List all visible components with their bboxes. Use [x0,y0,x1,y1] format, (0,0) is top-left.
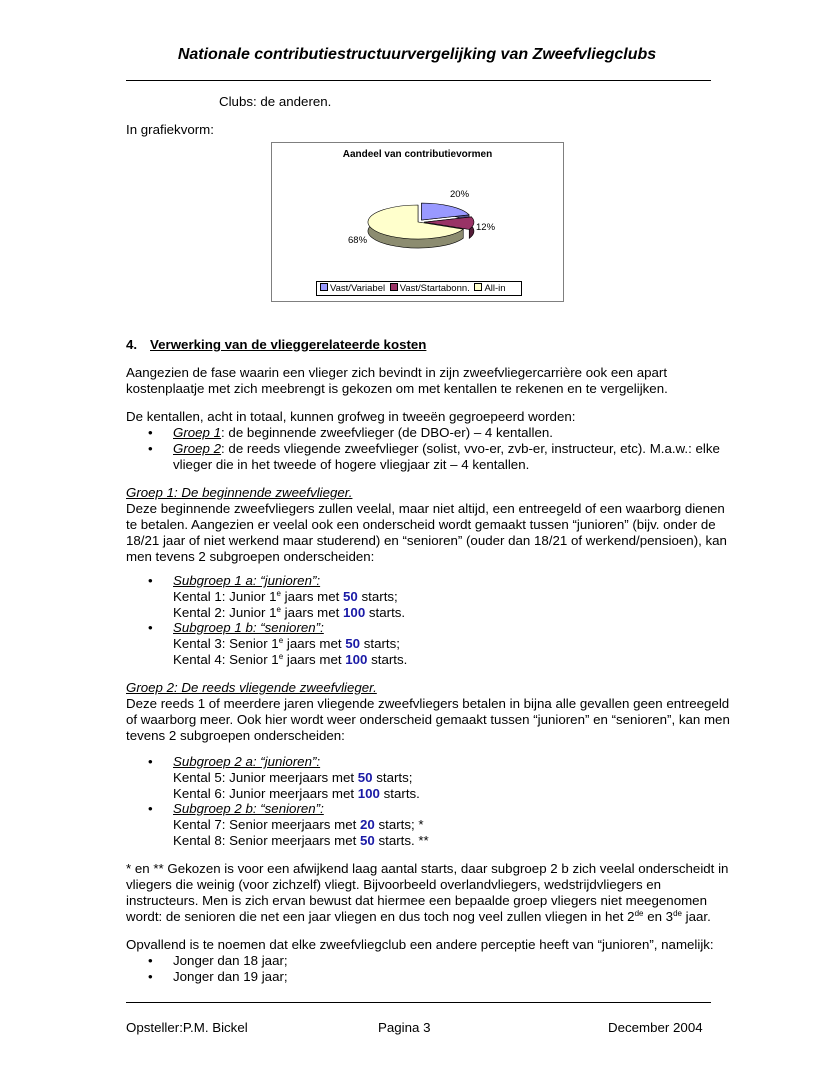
kental-6 [173,786,420,802]
closing-line1: Opvallend is te noemen dat elke zweefvliegclub een andere perceptie heeft van “junioren”, namelijk: [126,937,714,952]
note-line2: vliegers die weinig (voor zichzelf) vliegt. Bijvoorbeeld overlandvliegers, wedstrijdvliegers en [126,877,662,892]
pie-slice-label-0: 20% [450,189,470,200]
closing-bullet2: Jonger dan 19 jaar; [173,969,288,984]
p2-line: De kentallen, acht in totaal, kunnen grofweg in tweeën gegroepeerd worden: [126,409,576,424]
groep2-bullet-line2: vlieger die in het tweede of hogere vliegjaar zit – 4 kentallen. [173,457,530,472]
kental-5-post: starts; [372,770,413,785]
groep1-line1: Deze beginnende zweefvliegers zullen veelal, maar niet altijd, een entreegeld of een waarborg dienen [126,501,725,516]
groep1-line4: men tevens 2 subgroepen onderscheiden: [126,549,375,564]
note-line4-pre: wordt: de senioren die net een jaar vliegen en dus toch nog veel zullen vliegen in het 2 [126,909,635,924]
kental-2-mid: jaars met [280,605,344,620]
legend-swatch-0 [320,283,328,291]
kental-3-mid: jaars met [283,636,346,651]
chart-title: Aandeel van contributievormen [342,149,493,160]
legend-label-2: All-in [484,283,506,294]
kental-8-starts: 50 [359,833,375,848]
bullet-icon: • [148,754,153,769]
bullet-icon: • [148,953,153,968]
chart-legend [316,281,522,296]
kental-8 [173,833,429,849]
pie-chart [272,143,563,301]
note-line4-sup2: de [673,909,682,918]
kental-5-starts: 50 [357,770,373,785]
groep2-line1: Deze reeds 1 of meerdere jaren vliegende zweefvliegers betalen in bijna alle gevallen geen entreegeld [126,696,730,711]
kental-1-post: starts; [357,589,398,604]
groep2-bullet [173,441,720,457]
kental-6-pre: Kental 6: Junior meerjaars met [173,786,358,801]
pie-slice-label-1: 12% [476,222,496,233]
kental-8-post: starts. ** [374,833,429,848]
kental-3-pre: Kental 3: Senior 1 [173,636,279,651]
kental-1 [173,589,398,605]
bullet-icon: • [148,969,153,984]
groep2-heading: Groep 2: De reeds vliegende zweefvlieger. [126,680,377,695]
clubs-line: Clubs: de anderen. [219,94,332,109]
kental-2 [173,605,405,621]
pie-slices [368,203,474,248]
subgroep-2b: Subgroep 2 b: “senioren”: [173,801,324,816]
groep1-bullet [173,425,553,441]
groep1-bullet-text: : de beginnende zweefvlieger (de DBO-er) – 4 kentallen. [221,425,553,440]
groep2-bullet-text: : de reeds vliegende zweefvlieger (solist, vvo-er, zvb-er, instructeur, etc). M.a.w.: elke [221,441,720,456]
footer-page: Pagina 3 [378,1020,431,1035]
closing-bullet1: Jonger dan 18 jaar; [173,953,288,968]
kental-3 [173,636,400,652]
subgroep-2a: Subgroep 2 a: “junioren”: [173,754,321,769]
kental-2-pre: Kental 2: Junior 1 [173,605,277,620]
bullet-icon: • [148,441,153,456]
kental-1-starts: 50 [343,589,358,604]
page-title: Nationale contributiestructuurvergelijking van Zweefvliegclubs [177,46,657,63]
note-line1: * en ** Gekozen is voor een afwijkend laag aantal starts, daar subgroep 2 b zich veelal onderscheidt in [126,861,729,876]
pie-chart-frame [271,142,564,302]
grafiek-label: In grafiekvorm: [126,122,214,137]
subgroep-1b: Subgroep 1 b: “senioren”: [173,620,324,635]
footer-author: Opsteller:P.M. Bickel [126,1020,248,1035]
kental-3-starts: 50 [345,636,361,651]
note-line3: instructeurs. Men is zich ervan bewust dat hiermee een bepaalde groep vliegers niet meegenomen [126,893,707,908]
section-number: 4. [126,337,138,352]
note-line4 [126,909,711,925]
note-line4-sup1: de [634,909,644,918]
kental-7-post: starts; * [374,817,424,832]
kental-7 [173,817,424,833]
legend-label-0: Vast/Variabel [330,283,386,294]
legend-swatch-1 [390,283,398,291]
kental-1-sup: e [276,589,281,598]
kental-4-mid: jaars met [283,652,346,667]
groep1-bullet-label: Groep 1 [173,425,222,440]
kental-4-sup: e [278,652,284,661]
note-line4-mid: en 3 [643,909,674,924]
kental-8-pre: Kental 8: Senior meerjaars met [173,833,360,848]
kental-6-post: starts. [379,786,420,801]
bullet-icon: • [148,801,153,816]
kental-7-pre: Kental 7: Senior meerjaars met [173,817,360,832]
kental-5 [173,770,412,786]
groep2-line2: of waarborg meer. Ook hier wordt weer onderscheid gemaakt tussen “junioren” en “senioren”, kan men [126,712,730,727]
groep1-line2: te betalen. Aangezien er veelal ook een onderscheid wordt gemaakt tussen “junioren” (bijv. onder de [126,517,716,532]
kental-6-starts: 100 [357,786,380,801]
kental-4-starts: 100 [345,652,368,667]
kental-4-pre: Kental 4: Senior 1 [173,652,279,667]
kental-3-post: starts; [360,636,400,651]
kental-4 [173,652,407,668]
footer-rule [126,1002,711,1003]
note-line4-post: jaar. [681,909,711,924]
section-heading: Verwerking van de vlieggerelateerde kosten [150,337,427,352]
p1-line1: Aangezien de fase waarin een vlieger zich bevindt in zijn zweefvliegercarrière ook een apart [126,365,668,380]
kental-3-sup: e [278,636,284,645]
groep2-bullet-label: Groep 2 [173,441,222,456]
p1-line2: kostenplaatje met zich meebrengt is gekozen om met kentallen te rekenen en te vergelijken. [126,381,668,396]
groep2-line3: tevens 2 subgroepen onderscheiden: [126,728,345,743]
subgroep-1a: Subgroep 1 a: “junioren”: [173,573,321,588]
kental-4-post: starts. [367,652,408,667]
pie-slice-label-2: 68% [348,235,368,246]
kental-2-starts: 100 [343,605,366,620]
header-rule [126,80,711,81]
bullet-icon: • [148,620,153,635]
groep1-line3: 18/21 jaar of niet werkend maar studerend) en “senioren” (ouder dan 18/21 of werkend/pensioen), kan [126,533,727,548]
kental-2-post: starts. [365,605,406,620]
kental-2-sup: e [276,605,281,614]
bullet-icon: • [148,425,153,440]
footer-date: December 2004 [608,1020,703,1035]
bullet-icon: • [148,573,153,588]
kental-7-starts: 20 [359,817,375,832]
groep1-heading: Groep 1: De beginnende zweefvlieger. [126,485,353,500]
legend-label-1: Vast/Startabonn. [399,283,470,294]
legend-swatch-2 [474,283,482,291]
kental-1-pre: Kental 1: Junior 1 [173,589,277,604]
kental-5-pre: Kental 5: Junior meerjaars met [173,770,358,785]
kental-1-mid: jaars met [280,589,344,604]
